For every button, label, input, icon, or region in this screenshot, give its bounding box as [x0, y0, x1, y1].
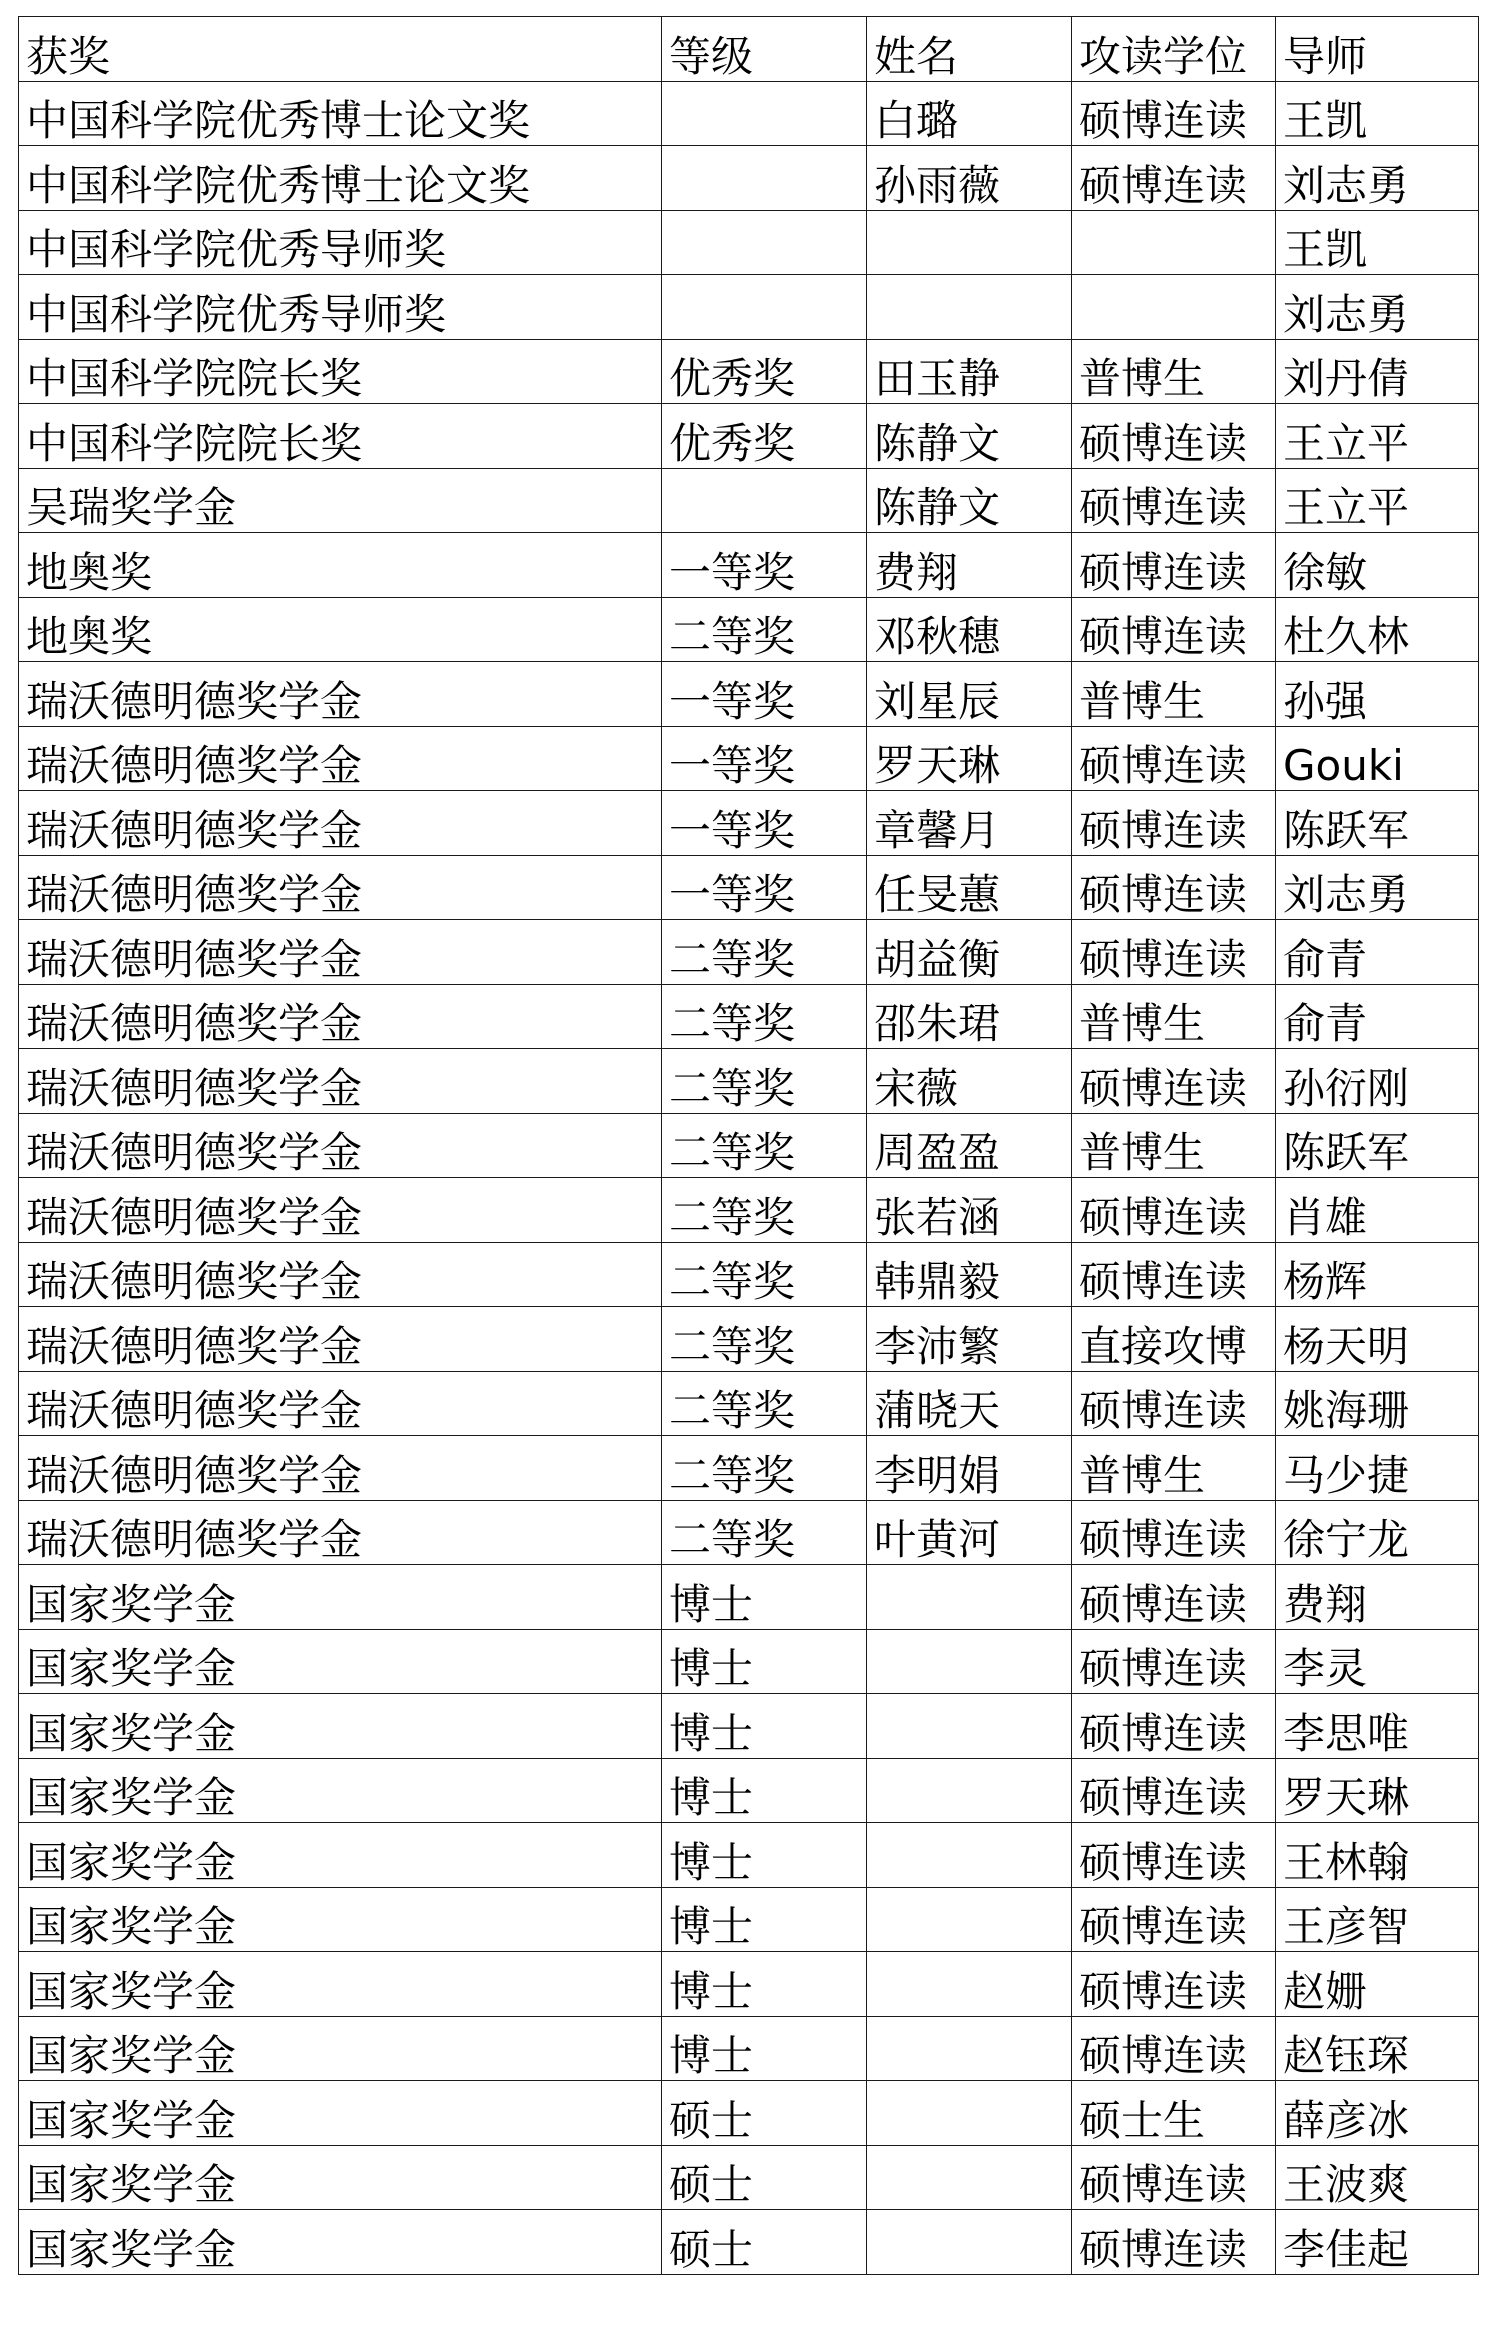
advisor-cell[interactable]: 刘志勇: [1276, 275, 1479, 340]
level-cell[interactable]: 博士: [662, 1629, 867, 1694]
header-name[interactable]: 姓名: [867, 17, 1072, 82]
level-cell[interactable]: 博士: [662, 1758, 867, 1823]
degree-cell[interactable]: 硕士生: [1072, 2081, 1276, 2146]
name-cell[interactable]: 蒲晓天: [867, 1371, 1072, 1436]
name-cell[interactable]: [867, 1887, 1072, 1952]
table-row: [19, 404, 1479, 469]
level-cell[interactable]: 二等奖: [662, 1242, 867, 1307]
award-cell[interactable]: 瑞沃德明德奖学金: [19, 920, 662, 985]
level-cell[interactable]: 一等奖: [662, 726, 867, 791]
name-cell[interactable]: [867, 1952, 1072, 2017]
table-row: [19, 1242, 1479, 1307]
advisor-cell[interactable]: 肖雄: [1276, 1178, 1479, 1243]
degree-cell[interactable]: [1072, 275, 1276, 340]
award-cell[interactable]: 国家奖学金: [19, 1629, 662, 1694]
degree-cell[interactable]: 普博生: [1072, 662, 1276, 727]
level-cell[interactable]: 博士: [662, 1565, 867, 1630]
degree-cell[interactable]: 硕博连读: [1072, 1823, 1276, 1888]
table-row: [19, 1694, 1479, 1759]
advisor-cell[interactable]: 李佳起: [1276, 2210, 1479, 2275]
table-row: [19, 1436, 1479, 1501]
degree-cell[interactable]: 硕博连读: [1072, 855, 1276, 920]
advisor-cell[interactable]: 姚海珊: [1276, 1371, 1479, 1436]
award-cell[interactable]: 吴瑞奖学金: [19, 468, 662, 533]
degree-cell[interactable]: 硕博连读: [1072, 2016, 1276, 2081]
level-cell[interactable]: 硕士: [662, 2145, 867, 2210]
degree-cell[interactable]: 硕博连读: [1072, 404, 1276, 469]
level-cell[interactable]: 一等奖: [662, 533, 867, 598]
name-cell[interactable]: 陈静文: [867, 404, 1072, 469]
table-row: [19, 1823, 1479, 1888]
table-row: [19, 1887, 1479, 1952]
table-row: [19, 81, 1479, 146]
name-cell[interactable]: 田玉静: [867, 339, 1072, 404]
level-cell[interactable]: 二等奖: [662, 1113, 867, 1178]
level-cell[interactable]: 二等奖: [662, 597, 867, 662]
header-degree[interactable]: 攻读学位: [1072, 17, 1276, 82]
advisor-cell[interactable]: 王凯: [1276, 210, 1479, 275]
name-cell[interactable]: [867, 1823, 1072, 1888]
degree-cell[interactable]: 硕博连读: [1072, 920, 1276, 985]
name-cell[interactable]: [867, 2081, 1072, 2146]
awards-table: [18, 16, 1479, 2275]
award-cell[interactable]: 瑞沃德明德奖学金: [19, 662, 662, 727]
degree-cell[interactable]: 硕博连读: [1072, 1049, 1276, 1114]
degree-cell[interactable]: 硕博连读: [1072, 1371, 1276, 1436]
level-cell[interactable]: [662, 81, 867, 146]
level-cell[interactable]: 博士: [662, 1887, 867, 1952]
header-level[interactable]: 等级: [662, 17, 867, 82]
name-cell[interactable]: 邵朱珺: [867, 984, 1072, 1049]
advisor-cell[interactable]: 赵钰琛: [1276, 2016, 1479, 2081]
advisor-cell[interactable]: 王凯: [1276, 81, 1479, 146]
advisor-cell[interactable]: 王彦智: [1276, 1887, 1479, 1952]
award-cell[interactable]: 瑞沃德明德奖学金: [19, 726, 662, 791]
name-cell[interactable]: [867, 2016, 1072, 2081]
table-row: [19, 275, 1479, 340]
award-cell[interactable]: 国家奖学金: [19, 2081, 662, 2146]
degree-cell[interactable]: 硕博连读: [1072, 726, 1276, 791]
level-cell[interactable]: 硕士: [662, 2081, 867, 2146]
award-cell[interactable]: 国家奖学金: [19, 1952, 662, 2017]
degree-cell[interactable]: 硕博连读: [1072, 1694, 1276, 1759]
award-cell[interactable]: 瑞沃德明德奖学金: [19, 1242, 662, 1307]
header-row: [19, 17, 1479, 82]
advisor-cell[interactable]: 王波爽: [1276, 2145, 1479, 2210]
name-cell[interactable]: 张若涵: [867, 1178, 1072, 1243]
name-cell[interactable]: 费翔: [867, 533, 1072, 598]
level-cell[interactable]: [662, 275, 867, 340]
advisor-cell[interactable]: 俞青: [1276, 984, 1479, 1049]
award-cell[interactable]: 国家奖学金: [19, 1565, 662, 1630]
award-cell[interactable]: 国家奖学金: [19, 1758, 662, 1823]
table-row: [19, 339, 1479, 404]
level-cell[interactable]: 二等奖: [662, 1178, 867, 1243]
degree-cell[interactable]: 直接攻博: [1072, 1307, 1276, 1372]
name-cell[interactable]: 周盈盈: [867, 1113, 1072, 1178]
name-cell[interactable]: 邓秋穗: [867, 597, 1072, 662]
name-cell[interactable]: [867, 2210, 1072, 2275]
advisor-cell[interactable]: 刘丹倩: [1276, 339, 1479, 404]
table-row: [19, 2081, 1479, 2146]
table-row: [19, 791, 1479, 856]
name-cell[interactable]: 孙雨薇: [867, 146, 1072, 211]
advisor-cell[interactable]: 李思唯: [1276, 1694, 1479, 1759]
level-cell[interactable]: 一等奖: [662, 791, 867, 856]
award-cell[interactable]: 瑞沃德明德奖学金: [19, 1371, 662, 1436]
advisor-cell[interactable]: 刘志勇: [1276, 146, 1479, 211]
level-cell[interactable]: 二等奖: [662, 1436, 867, 1501]
spreadsheet: [18, 16, 1479, 2275]
degree-cell[interactable]: 硕博连读: [1072, 533, 1276, 598]
table-row: [19, 1565, 1479, 1630]
table-row: [19, 468, 1479, 533]
award-cell[interactable]: 中国科学院优秀博士论文奖: [19, 81, 662, 146]
advisor-cell[interactable]: Gouki: [1276, 726, 1479, 791]
advisor-cell[interactable]: 费翔: [1276, 1565, 1479, 1630]
table-row: [19, 1758, 1479, 1823]
award-cell[interactable]: 瑞沃德明德奖学金: [19, 1500, 662, 1565]
level-cell[interactable]: 二等奖: [662, 1500, 867, 1565]
degree-cell[interactable]: 硕博连读: [1072, 1952, 1276, 2017]
degree-cell[interactable]: 硕博连读: [1072, 468, 1276, 533]
table-row: [19, 1113, 1479, 1178]
award-cell[interactable]: 地奥奖: [19, 533, 662, 598]
table-row: [19, 1049, 1479, 1114]
level-cell[interactable]: 二等奖: [662, 1307, 867, 1372]
level-cell[interactable]: [662, 468, 867, 533]
degree-cell[interactable]: 硕博连读: [1072, 1629, 1276, 1694]
name-cell[interactable]: 胡益衡: [867, 920, 1072, 985]
award-cell[interactable]: 瑞沃德明德奖学金: [19, 791, 662, 856]
level-cell[interactable]: 博士: [662, 1952, 867, 2017]
advisor-cell[interactable]: 孙强: [1276, 662, 1479, 727]
table-row: [19, 146, 1479, 211]
degree-cell[interactable]: 硕博连读: [1072, 1565, 1276, 1630]
award-cell[interactable]: 中国科学院优秀导师奖: [19, 210, 662, 275]
table-row: [19, 855, 1479, 920]
award-cell[interactable]: 国家奖学金: [19, 2145, 662, 2210]
name-cell[interactable]: 叶黄河: [867, 1500, 1072, 1565]
header-advisor[interactable]: 导师: [1276, 17, 1479, 82]
level-cell[interactable]: 一等奖: [662, 662, 867, 727]
table-row: [19, 1952, 1479, 2017]
level-cell[interactable]: 二等奖: [662, 984, 867, 1049]
advisor-cell[interactable]: 李灵: [1276, 1629, 1479, 1694]
degree-cell[interactable]: 普博生: [1072, 1436, 1276, 1501]
advisor-cell[interactable]: 孙衍刚: [1276, 1049, 1479, 1114]
award-cell[interactable]: 瑞沃德明德奖学金: [19, 1049, 662, 1114]
degree-cell[interactable]: 硕博连读: [1072, 146, 1276, 211]
name-cell[interactable]: 章馨月: [867, 791, 1072, 856]
name-cell[interactable]: [867, 2145, 1072, 2210]
award-cell[interactable]: 中国科学院院长奖: [19, 404, 662, 469]
name-cell[interactable]: [867, 1629, 1072, 1694]
advisor-cell[interactable]: 陈跃军: [1276, 791, 1479, 856]
award-cell[interactable]: 瑞沃德明德奖学金: [19, 1113, 662, 1178]
table-row: [19, 1629, 1479, 1694]
degree-cell[interactable]: 硕博连读: [1072, 597, 1276, 662]
name-cell[interactable]: 韩鼎毅: [867, 1242, 1072, 1307]
name-cell[interactable]: [867, 275, 1072, 340]
degree-cell[interactable]: 硕博连读: [1072, 1887, 1276, 1952]
table-row: [19, 984, 1479, 1049]
advisor-cell[interactable]: 杜久林: [1276, 597, 1479, 662]
table-row: [19, 2210, 1479, 2275]
level-cell[interactable]: 硕士: [662, 2210, 867, 2275]
advisor-cell[interactable]: 王林翰: [1276, 1823, 1479, 1888]
advisor-cell[interactable]: 徐宁龙: [1276, 1500, 1479, 1565]
table-row: [19, 1178, 1479, 1243]
degree-cell[interactable]: 普博生: [1072, 984, 1276, 1049]
degree-cell[interactable]: [1072, 210, 1276, 275]
degree-cell[interactable]: 硕博连读: [1072, 1178, 1276, 1243]
advisor-cell[interactable]: 杨辉: [1276, 1242, 1479, 1307]
level-cell[interactable]: 二等奖: [662, 1049, 867, 1114]
name-cell[interactable]: 白璐: [867, 81, 1072, 146]
award-cell[interactable]: 瑞沃德明德奖学金: [19, 1436, 662, 1501]
table-row: [19, 597, 1479, 662]
table-row: [19, 2016, 1479, 2081]
name-cell[interactable]: [867, 1758, 1072, 1823]
award-cell[interactable]: 瑞沃德明德奖学金: [19, 984, 662, 1049]
degree-cell[interactable]: 硕博连读: [1072, 2145, 1276, 2210]
name-cell[interactable]: 任旻蕙: [867, 855, 1072, 920]
level-cell[interactable]: 二等奖: [662, 920, 867, 985]
advisor-cell[interactable]: 罗天琳: [1276, 1758, 1479, 1823]
level-cell[interactable]: [662, 210, 867, 275]
degree-cell[interactable]: 硕博连读: [1072, 81, 1276, 146]
name-cell[interactable]: 罗天琳: [867, 726, 1072, 791]
award-cell[interactable]: 国家奖学金: [19, 1694, 662, 1759]
level-cell[interactable]: 博士: [662, 2016, 867, 2081]
degree-cell[interactable]: 硕博连读: [1072, 2210, 1276, 2275]
table-row: [19, 1307, 1479, 1372]
advisor-cell[interactable]: 徐敏: [1276, 533, 1479, 598]
table-row: [19, 1371, 1479, 1436]
level-cell[interactable]: 博士: [662, 1694, 867, 1759]
table-row: [19, 1500, 1479, 1565]
degree-cell[interactable]: 硕博连读: [1072, 1500, 1276, 1565]
name-cell[interactable]: 陈静文: [867, 468, 1072, 533]
header-award[interactable]: 获奖: [19, 17, 662, 82]
award-cell[interactable]: 国家奖学金: [19, 1823, 662, 1888]
award-cell[interactable]: 中国科学院优秀导师奖: [19, 275, 662, 340]
name-cell[interactable]: 李明娟: [867, 1436, 1072, 1501]
advisor-cell[interactable]: 马少捷: [1276, 1436, 1479, 1501]
table-row: [19, 210, 1479, 275]
name-cell[interactable]: 刘星辰: [867, 662, 1072, 727]
degree-cell[interactable]: 硕博连读: [1072, 1758, 1276, 1823]
level-cell[interactable]: 优秀奖: [662, 339, 867, 404]
award-cell[interactable]: 国家奖学金: [19, 2016, 662, 2081]
award-cell[interactable]: 中国科学院院长奖: [19, 339, 662, 404]
advisor-cell[interactable]: 陈跃军: [1276, 1113, 1479, 1178]
award-cell[interactable]: 国家奖学金: [19, 1887, 662, 1952]
name-cell[interactable]: 李沛繁: [867, 1307, 1072, 1372]
award-cell[interactable]: 瑞沃德明德奖学金: [19, 1307, 662, 1372]
advisor-cell[interactable]: 俞青: [1276, 920, 1479, 985]
award-cell[interactable]: 中国科学院优秀博士论文奖: [19, 146, 662, 211]
level-cell[interactable]: 博士: [662, 1823, 867, 1888]
name-cell[interactable]: [867, 210, 1072, 275]
degree-cell[interactable]: 硕博连读: [1072, 1242, 1276, 1307]
degree-cell[interactable]: 普博生: [1072, 339, 1276, 404]
level-cell[interactable]: 一等奖: [662, 855, 867, 920]
table-body: [19, 81, 1479, 2274]
award-cell[interactable]: 瑞沃德明德奖学金: [19, 1178, 662, 1243]
table-row: [19, 726, 1479, 791]
advisor-cell[interactable]: 杨天明: [1276, 1307, 1479, 1372]
degree-cell[interactable]: 普博生: [1072, 1113, 1276, 1178]
table-row: [19, 662, 1479, 727]
advisor-cell[interactable]: 刘志勇: [1276, 855, 1479, 920]
advisor-cell[interactable]: 王立平: [1276, 404, 1479, 469]
name-cell[interactable]: [867, 1694, 1072, 1759]
table-row: [19, 2145, 1479, 2210]
level-cell[interactable]: [662, 146, 867, 211]
advisor-cell[interactable]: 王立平: [1276, 468, 1479, 533]
name-cell[interactable]: [867, 1565, 1072, 1630]
level-cell[interactable]: 二等奖: [662, 1371, 867, 1436]
table-row: [19, 533, 1479, 598]
advisor-cell[interactable]: 赵姗: [1276, 1952, 1479, 2017]
name-cell[interactable]: 宋薇: [867, 1049, 1072, 1114]
award-cell[interactable]: 地奥奖: [19, 597, 662, 662]
advisor-cell[interactable]: 薛彦冰: [1276, 2081, 1479, 2146]
award-cell[interactable]: 国家奖学金: [19, 2210, 662, 2275]
level-cell[interactable]: 优秀奖: [662, 404, 867, 469]
table-row: [19, 920, 1479, 985]
award-cell[interactable]: 瑞沃德明德奖学金: [19, 855, 662, 920]
degree-cell[interactable]: 硕博连读: [1072, 791, 1276, 856]
